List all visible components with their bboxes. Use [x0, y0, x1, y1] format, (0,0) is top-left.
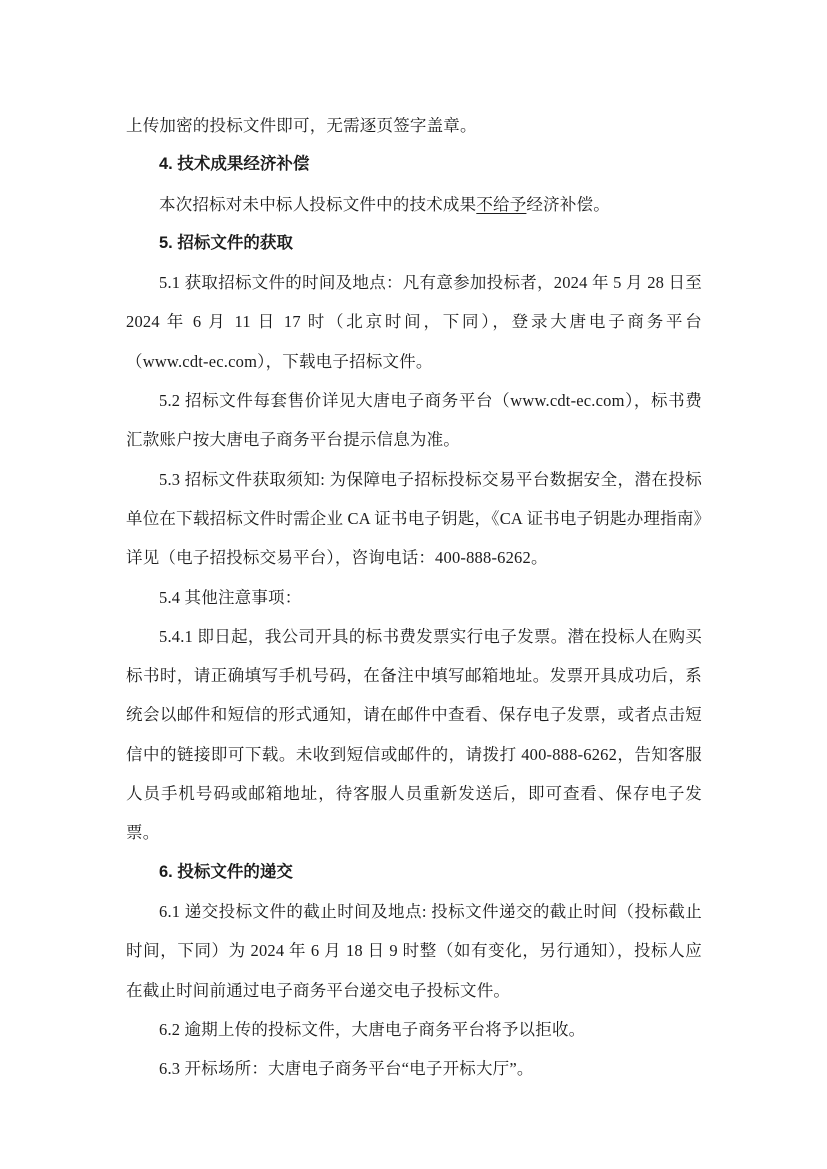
section-4-body-prefix: 本次招标对未中标人投标文件中的技术成果 [159, 194, 477, 214]
clause-5-1-paragraph: 5.1 获取招标文件的时间及地点：凡有意参加投标者，2024 年 5 月 28 日至 2024 年 6 月 11 日 17 时（北京时间，下同），登录大唐电子商务平台（www.cdt-ec.com），下载电子招标文件。 [126, 273, 702, 371]
clause-5-4-paragraph: 5.4 其他注意事项： [159, 587, 302, 607]
section-4-heading: 4. 技术成果经济补偿 [159, 155, 310, 174]
section-4-body-suffix: 经济补偿。 [526, 194, 610, 214]
clause-5-2-paragraph: 5.2 招标文件每套售价详见大唐电子商务平台（www.cdt-ec.com），标书费汇款账户按大唐电子商务平台提示信息为准。 [126, 391, 702, 450]
document-page [126, 106, 702, 1088]
section-5-heading: 5. 招标文件的获取 [159, 233, 293, 252]
section-6-heading: 6. 投标文件的递交 [159, 862, 293, 881]
clause-6-2-paragraph: 6.2 逾期上传的投标文件，大唐电子商务平台将予以拒收。 [159, 1019, 586, 1039]
clause-6-1-paragraph: 6.1 递交投标文件的截止时间及地点: 投标文件递交的截止时间（投标截止时间，下同）为 2024 年 6 月 18 日 9 时整（如有变化，另行通知），投标人应在截止时间前通过电子商务平台递交电子投标文件。 [126, 901, 702, 1000]
clause-5-4-1-paragraph: 5.4.1 即日起，我公司开具的标书费发票实行电子发票。潜在投标人在购买标书时，请正确填写手机号码，在备注中填写邮箱地址。发票开具成功后，系统会以邮件和短信的形式通知，请在邮件中查看、保存电子发票，或者点击短信中的链接即可下载。未收到短信或邮件的，请拨打 400-888-6262，告知客服人员手机号码或邮箱地址，待客服人员重新发送后，即可查看、保存电子发票。 [126, 626, 702, 843]
clause-5-3-paragraph: 5.3 招标文件获取须知: 为保障电子招标投标交易平台数据安全，潜在投标单位在下载招标文件时需企业 CA 证书电子钥匙，《CA 证书电子钥匙办理指南》详见（电子招投标交易平台），咨询电话：400-888-6262。 [126, 469, 702, 568]
underlined-phrase: 不给予 [476, 194, 527, 214]
section-4-body [126, 185, 702, 224]
clause-6-3-paragraph: 6.3 开标场所：大唐电子商务平台“电子开标大厅”。 [159, 1059, 534, 1079]
intro-continuation-paragraph: 上传加密的投标文件即可，无需逐页签字盖章。 [126, 116, 477, 135]
